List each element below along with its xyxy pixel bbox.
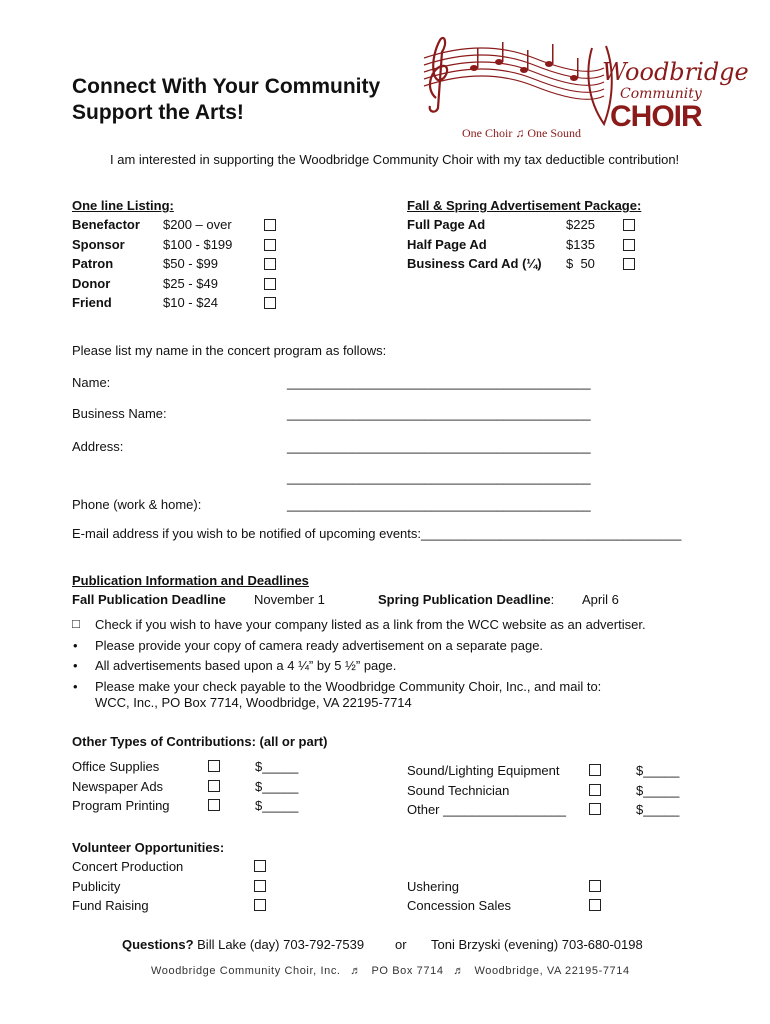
title-line-1: Connect With Your Community bbox=[72, 75, 381, 98]
spring-deadline-date: April 6 bbox=[582, 592, 619, 607]
address-field-line-2[interactable]: __________________________________________ bbox=[287, 470, 591, 485]
footer-org: Woodbridge Community Choir, Inc. bbox=[151, 965, 341, 977]
newspaper-ads-checkbox[interactable] bbox=[208, 780, 220, 792]
questions-or: or bbox=[395, 937, 407, 952]
full-page-ad-checkbox[interactable] bbox=[623, 219, 635, 231]
listing-name-benefactor: Benefactor bbox=[72, 217, 140, 232]
website-link-checkbox[interactable]: □ bbox=[72, 616, 80, 631]
office-supplies-label: Office Supplies bbox=[72, 759, 160, 774]
half-page-ad-checkbox[interactable] bbox=[623, 239, 635, 251]
questions-label: Questions? bbox=[122, 937, 194, 952]
sound-lighting-amount[interactable]: $_____ bbox=[636, 763, 680, 778]
other-contributions-heading: Other Types of Contributions: (all or part) bbox=[72, 734, 328, 749]
choir-logo bbox=[414, 28, 749, 138]
phone-label: Phone (work & home): bbox=[72, 497, 202, 512]
listing-name-patron: Patron bbox=[72, 256, 114, 271]
ad-name-half-page: Half Page Ad bbox=[407, 237, 487, 252]
listing-price-donor: $25 - $49 bbox=[163, 276, 218, 291]
program-printing-checkbox[interactable] bbox=[208, 799, 220, 811]
concession-sales-checkbox[interactable] bbox=[589, 899, 601, 911]
spring-deadline-label: Spring Publication Deadline bbox=[378, 592, 551, 607]
concert-production-checkbox[interactable] bbox=[254, 860, 266, 872]
patron-checkbox[interactable] bbox=[264, 258, 276, 270]
mail-address: WCC, Inc., PO Box 7714, Woodbridge, VA 22195-7714 bbox=[95, 695, 412, 710]
business-name-field[interactable]: __________________________________________ bbox=[287, 406, 591, 421]
office-supplies-amount[interactable]: $_____ bbox=[255, 759, 299, 774]
sound-lighting-checkbox[interactable] bbox=[589, 764, 601, 776]
sound-technician-amount[interactable]: $_____ bbox=[636, 783, 680, 798]
ad-name-business-card: Business Card Ad (¼) bbox=[407, 256, 542, 271]
logo-choir: CHOIR bbox=[610, 100, 702, 133]
benefactor-checkbox[interactable] bbox=[264, 219, 276, 231]
other-checkbox[interactable] bbox=[589, 803, 601, 815]
spring-deadline-colon: : bbox=[550, 592, 555, 607]
office-supplies-checkbox[interactable] bbox=[208, 760, 220, 772]
publication-item-website-link: Check if you wish to have your company listed as a link from the WCC website as an advertiser. bbox=[95, 617, 646, 632]
donor-checkbox[interactable] bbox=[264, 278, 276, 290]
footer-po-box: PO Box 7714 bbox=[371, 965, 444, 977]
sound-technician-checkbox[interactable] bbox=[589, 784, 601, 796]
title-line-2: Support the Arts! bbox=[72, 101, 244, 124]
program-printing-label: Program Printing bbox=[72, 798, 170, 813]
ads-heading: Fall & Spring Advertisement Package: bbox=[407, 198, 642, 213]
publication-item-size: All advertisements based upon a 4 ¼” by 5 ½” page. bbox=[95, 658, 397, 673]
ad-price-half-page: $135 bbox=[566, 237, 595, 252]
music-note-icon: ♬ bbox=[350, 965, 362, 977]
bullet-icon: • bbox=[73, 658, 78, 673]
intro-text: I am interested in supporting the Woodbridge Community Choir with my tax deductible contribution! bbox=[110, 152, 680, 167]
concession-sales-label: Concession Sales bbox=[407, 898, 512, 913]
ad-price-business-card: $ 50 bbox=[566, 256, 595, 271]
tagline: One Choir ♫ One Sound bbox=[462, 126, 581, 140]
listing-price-benefactor: $200 – over bbox=[163, 217, 232, 232]
logo-community: Community bbox=[620, 86, 702, 102]
listing-name-donor: Donor bbox=[72, 276, 111, 291]
business-name-label: Business Name: bbox=[72, 406, 167, 421]
listing-price-sponsor: $100 - $199 bbox=[163, 237, 233, 252]
fund-raising-checkbox[interactable] bbox=[254, 899, 266, 911]
sound-technician-label: Sound Technician bbox=[407, 783, 510, 798]
bullet-icon: • bbox=[73, 679, 78, 694]
sound-lighting-label: Sound/Lighting Equipment bbox=[407, 763, 560, 778]
footer-city: Woodbridge, VA 22195-7714 bbox=[474, 965, 630, 977]
music-note-icon: ♬ bbox=[453, 965, 465, 977]
volunteer-heading: Volunteer Opportunities: bbox=[72, 840, 225, 855]
logo-woodbridge: Woodbridge bbox=[602, 58, 749, 86]
ushering-checkbox[interactable] bbox=[589, 880, 601, 892]
listing-price-patron: $50 - $99 bbox=[163, 256, 218, 271]
newspaper-ads-label: Newspaper Ads bbox=[72, 779, 164, 794]
spring-deadline bbox=[378, 592, 554, 607]
bullet-icon: • bbox=[73, 638, 78, 653]
publicity-label: Publicity bbox=[72, 879, 121, 894]
ushering-label: Ushering bbox=[407, 879, 460, 894]
listing-price-friend: $10 - $24 bbox=[163, 295, 218, 310]
friend-checkbox[interactable] bbox=[264, 297, 276, 309]
address-field-line-1[interactable]: __________________________________________ bbox=[287, 439, 591, 454]
email-field[interactable]: E-mail address if you wish to be notified of upcoming events:____________________________________ bbox=[72, 526, 682, 541]
listing-heading: One line Listing: bbox=[72, 198, 174, 213]
name-field[interactable]: __________________________________________ bbox=[287, 375, 591, 390]
name-label: Name: bbox=[72, 375, 111, 390]
other-amount[interactable]: $_____ bbox=[636, 802, 680, 817]
questions-line bbox=[122, 937, 364, 952]
publication-heading: Publication Information and Deadlines bbox=[72, 573, 309, 588]
publication-item-copy: Please provide your copy of camera ready advertisement on a separate page. bbox=[95, 638, 544, 653]
listing-name-friend: Friend bbox=[72, 295, 112, 310]
phone-field[interactable]: __________________________________________ bbox=[287, 497, 591, 512]
concert-production-label: Concert Production bbox=[72, 859, 184, 874]
contact-bill-lake: Bill Lake (day) 703-792-7539 bbox=[197, 937, 365, 952]
publicity-checkbox[interactable] bbox=[254, 880, 266, 892]
fall-deadline-date: November 1 bbox=[254, 592, 325, 607]
sponsor-checkbox[interactable] bbox=[264, 239, 276, 251]
program-printing-amount[interactable]: $_____ bbox=[255, 798, 299, 813]
other-label[interactable]: Other _________________ bbox=[407, 802, 567, 817]
newspaper-ads-amount[interactable]: $_____ bbox=[255, 779, 299, 794]
program-listing-prompt: Please list my name in the concert program as follows: bbox=[72, 343, 387, 358]
contact-toni-brzyski: Toni Brzyski (evening) 703-680-0198 bbox=[431, 937, 643, 952]
footer bbox=[151, 965, 630, 977]
fund-raising-label: Fund Raising bbox=[72, 898, 149, 913]
address-label: Address: bbox=[72, 439, 124, 454]
page-title bbox=[72, 74, 380, 126]
ad-price-full-page: $225 bbox=[566, 217, 595, 232]
publication-item-payment: Please make your check payable to the Woodbridge Community Choir, Inc., and mail to: bbox=[95, 679, 602, 694]
fall-deadline-label: Fall Publication Deadline bbox=[72, 592, 226, 607]
listing-name-sponsor: Sponsor bbox=[72, 237, 125, 252]
business-card-ad-checkbox[interactable] bbox=[623, 258, 635, 270]
ad-name-full-page: Full Page Ad bbox=[407, 217, 486, 232]
